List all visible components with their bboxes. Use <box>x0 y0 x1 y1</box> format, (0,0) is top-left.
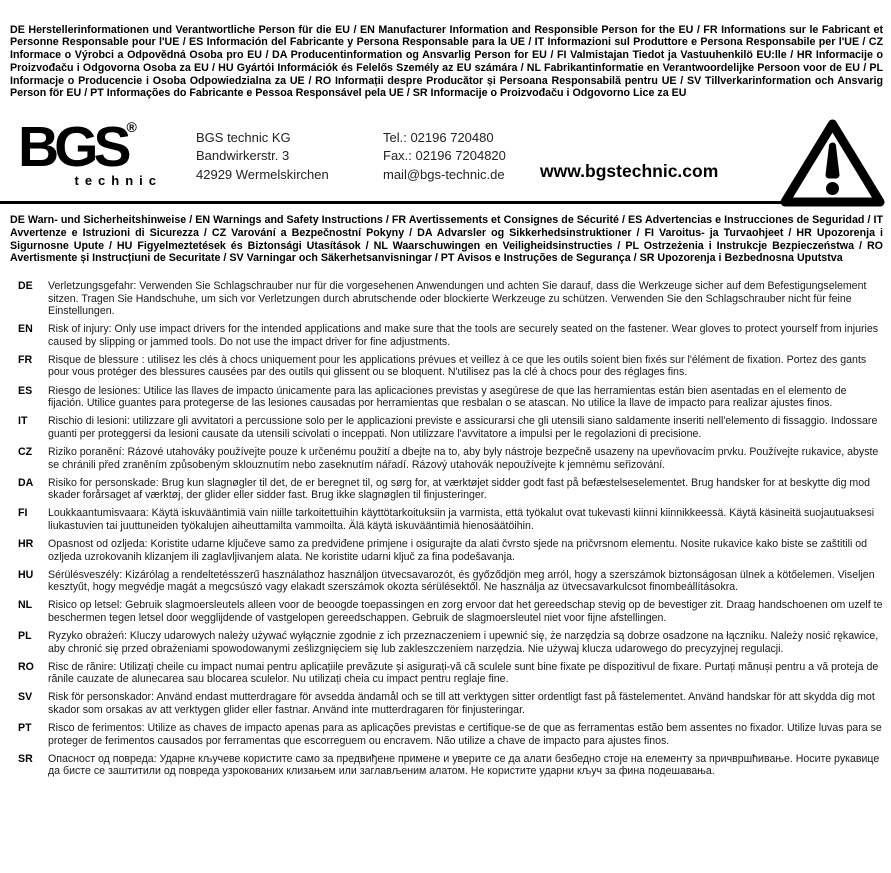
language-code: FI <box>18 507 28 520</box>
email-address: mail@bgs-technic.de <box>383 166 505 182</box>
warning-text: Ryzyko obrażeń: Kluczy udarowych należy używać wyłącznie zgodnie z ich przeznaczeniem i upewnić się, że narzędzia są dobrze osadzone na łączniku. Należy nosić rękawice, aby chronić się przed obrażeniami spowodowanymi ześlizgnięciem się lub zakleszczeniem narzędzia. Nie używaj klucza udarowego do precyzyjnej regulacji. <box>48 630 879 655</box>
warning-row-it <box>18 415 884 440</box>
language-code: ES <box>18 384 33 397</box>
language-code: IT <box>18 415 28 428</box>
company-contact <box>383 129 506 185</box>
warning-text: Risico op letsel: Gebruik slagmoersleutels alleen voor de beoogde toepassingen en zorg ervoor dat het gereedschap stevig op de bevestiger zit. Draag handschoenen om uzelf te beschermen tegen letsel door wegglijdende of vastgelopen gereedschappen. Gebruik de slagmoersleutel niet voor fijne afstellingen. <box>48 599 883 624</box>
warning-row-ro <box>18 661 884 686</box>
website-url: www.bgstechnic.com <box>540 160 719 181</box>
language-code: CZ <box>18 445 33 458</box>
company-city: 42929 Wermelskirchen <box>196 166 329 182</box>
warning-row-fi <box>18 507 884 532</box>
warning-text: Verletzungsgefahr: Verwenden Sie Schlagschrauber nur für die vorgesehenen Anwendungen und achten Sie darauf, dass die Werkzeuge sicher auf dem Befestigungselement sitzen. Tragen Sie Handschuhe, um sich vor Verletzungen durch abrutschende oder blockierte Werkzeuge zu schützen. Verwenden Sie den Schlagschrauber nicht für feine Einstellungen. <box>48 279 867 318</box>
warning-text: Опасност од повреда: Ударне кључеве користите само за предвиђене примене и уверите се да алати безбедно стоје на елементу за причвршћивање. Носите рукавице да бисте се заштитили од повреда узрокованих клизањем или заглављеним алатом. Не користите ударни кључ за фина подешавања. <box>48 752 880 778</box>
warning-text: Opasnost od ozljeda: Koristite udarne ključeve samo za predviđene primjene i osigurajte da alati čvrsto sjede na pričvrsnom elementu. Nosite rukavice kako biste se zaštitili od ozljeda uzrokovanih klizanjem ili zaglavljivanjem alata. Ne koristite udarni ključ za fina podešavanja. <box>48 538 868 563</box>
warning-row-en <box>18 323 884 348</box>
warning-text: Risiko for personskade: Brug kun slagnøgler til det, de er beregnet til, og sørg for, at værktøjet sidder godt fast på befæstelseselementet. Brug handsker for at beskytte dig mod skader forårsaget af værktøj, der glider eller sidder fast. Brug ikke slagnøglen til finjusteringer. <box>48 476 871 502</box>
document-page <box>0 11 891 778</box>
logo-bgs-letters: BGS <box>18 114 127 179</box>
warnings-list <box>18 280 884 778</box>
language-code: FR <box>18 353 33 366</box>
warning-text: Risco de ferimentos: Utilize as chaves de impacto apenas para as aplicações previstas e certifique-se de que as ferramentas estão bem assentes no fixador. Utilize luvas para se proteger de ferimentos causados por ferramentas que escorreguem ou encravem. Não utilize a chave de impacto para ajustes finos. <box>48 722 882 747</box>
language-code: PT <box>18 722 32 735</box>
warning-row-hu <box>18 569 884 594</box>
phone-number: Tel.: 02196 720480 <box>383 129 494 145</box>
warning-row-es <box>18 385 884 410</box>
language-code: DE <box>18 279 33 292</box>
warning-row-pt <box>18 722 884 747</box>
language-code: SV <box>18 691 33 704</box>
language-code: DA <box>18 476 34 489</box>
warning-triangle-icon <box>779 117 886 209</box>
registered-mark: ® <box>126 118 137 135</box>
company-street: Bandwirkerstr. 3 <box>196 148 290 164</box>
language-code: PL <box>18 630 32 643</box>
warning-text: Loukkaantumisvaara: Käytä iskuvääntimiä vain niille tarkoitettuihin käyttötarkoituksiin ja varmista, että työkalut ovat tukevasti kiinni kiinnikkeessä. Käytä käsineitä suojautuaksesi liukastuvien tai juuttuneiden työkalujen aiheuttamilta vammoilta. Älä käytä iskuvääntimiä hienosäätöihin. <box>48 507 875 532</box>
company-header <box>0 111 891 201</box>
warning-row-hr <box>18 538 884 563</box>
warning-row-sv <box>18 691 884 716</box>
company-name: BGS technic KG <box>196 129 291 145</box>
warnings-heading: DE Warn- und Sicherheitshinweise / EN Warnings and Safety Instructions / FR Avertissements et Consignes de Sécurité / ES Advertencias e Instrucciones de Seguridad / IT Avvertenze e Istruzioni di Sicurezza / CZ Varování a Bezpečnostní Pokyny / DA Advarsler og Sikkerhedsinstruktioner / FI Varoitus- ja Turvaohjeet / HR Upozorenja i Sigurnosne Upute / HU Figyelmeztetések és Biztonsági Utasítások / NL Waarschuwingen en Veiligheidsinstructies / PL Ostrzeżenia i Instrukcje Bezpieczeństwa / RO Avertismente și Instrucțiuni de Securitate / SV Varningar och Säkerhetsanvisningar / PT Avisos e Instruções de Segurança / SR Upozorenja i Bezbednosna Uputstva <box>10 214 883 265</box>
warning-text: Riesgo de lesiones: Utilice las llaves de impacto únicamente para las aplicaciones previstas y asegúrese de que las herramientas están bien asentadas en el elemento de fijación. Utilice guantes para protegerse de las lesiones causadas por herramientas que resbalan o se atascan. No utilice la llave de impacto para realizar ajustes finos. <box>48 384 847 410</box>
warning-text: Risk för personskador: Använd endast mutterdragare för avsedda ändamål och se till att verktygen sitter ordentligt fast på fästelementet. Använd handskar för att skydda dig mot skador som orsakas av att verktygen glider eller fastnar. Använd inte mutterdragaren för finjusteringar. <box>48 691 875 717</box>
language-code: HU <box>18 568 34 581</box>
language-code: EN <box>18 323 33 336</box>
warning-row-cz <box>18 446 884 471</box>
logo-bgs-text <box>18 114 168 179</box>
company-address <box>196 129 329 185</box>
language-code: HR <box>18 538 34 550</box>
warning-row-sr <box>18 753 884 778</box>
fax-number: Fax.: 02196 7204820 <box>383 148 506 164</box>
bgs-logo <box>18 114 168 189</box>
warning-text: Risc de rănire: Utilizați cheile cu impact numai pentru aplicațiile prevăzute și asigurați-vă că sculele sunt bine fixate pe dispozitivul de fixare. Purtați mănuși pentru a vă proteja de rănile cauzate de alunecarea sau blocarea sculelor. Nu utilizați cheia cu impact pentru reglaje fine. <box>48 660 879 686</box>
warning-row-fr <box>18 354 884 379</box>
warning-text: Risque de blessure : utilisez les clés à chocs uniquement pour les applications prévues et veillez à ce que les outils soient bien fixés sur l'élément de fixation. Portez des gants pour vous protéger des blessures causées par des outils qui glissent ou se bloquent. N'utilisez pas la clé à chocs pour des réglages fins. <box>48 353 867 379</box>
language-code: NL <box>18 599 33 612</box>
warning-row-nl <box>18 599 884 624</box>
language-header: DE Herstellerinformationen und Verantwortliche Person für die EU / EN Manufacturer Information and Responsible Person for the EU / FR Informations sur le Fabricant et Personne Responsable pour l'UE / ES Información del Fabricante y Persona Responsable para la UE / IT Informazioni sul Produttore e Persona Responsabile per l'UE / CZ Informace o Výrobci a Odpovědná Osoba pro EU / DA Producentinformation og Ansvarlig Person for EU / FI Valmistajan Tiedot ja Vastuuhenkilö EU:lle / HR Informacije o Proizvođaču i Odgovorna Osoba za EU / HU Gyártói Információk és Felelős Személy az EU számára / NL Fabrikantinformatie en Verantwoordelijke Persoon voor de EU / PL Informacje o Producencie i Osoba Odpowiedzialna za UE / RO Informații despre Producător și Persoana Responsabilă pentru UE / SV Tillverkarinformation och Ansvarig Person för EU / PT Informações do Fabricante e Pessoa Responsável pela UE / SR Informacije o Proizvođaču i Odgovorno Lice za EU <box>10 23 883 100</box>
warning-row-pl <box>18 630 884 655</box>
section-divider <box>0 201 870 205</box>
warning-row-de <box>18 280 884 318</box>
warning-text: Sérülésveszély: Kizárólag a rendeltetésszerű használathoz használjon ütvecsavarozót, és győződjön meg arról, hogy a szerszámok biztonságosan ülnek a kötőelemen. Viseljen kesztyűt, hogy megvédje magát a megcsúszó vagy elakadt szerszámok okozta sérülésektől. Ne használja az ütvecsavarkulcsot finombeállításokra. <box>48 568 875 594</box>
language-code: SR <box>18 752 33 765</box>
warning-text: Risk of injury: Only use impact drivers for the intended applications and make sure that the tools are securely seated on the fastener. Wear gloves to protect yourself from injuries caused by slipping or jammed tools. Do not use the impact driver for fine adjustments. <box>48 323 879 348</box>
warning-row-da <box>18 477 884 502</box>
language-code: RO <box>18 660 34 673</box>
warning-text: Rischio di lesioni: utilizzare gli avvitatori a percussione solo per le applicazioni previste e assicurarsi che gli utensili siano saldamente inseriti nell'elemento di fissaggio. Indossare guanti per proteggersi da lesioni causate da utensili scivolati o inceppati. Non utilizzare l'avvitatore a impulsi per le regolazioni di precisione. <box>48 415 878 440</box>
warning-text: Riziko poranění: Rázové utahováky používejte pouze k určenému použití a dbejte na to, aby byly nástroje bezpečně usazeny na upevňovacím prvku. Používejte rukavice, abyste se chránili před zraněním způsobeným sklouznutím nebo zaseknutím nářadí. Rázový utahovák nepoužívejte k jemnému seřizování. <box>48 445 879 471</box>
logo-technic-text: technic <box>74 173 162 189</box>
